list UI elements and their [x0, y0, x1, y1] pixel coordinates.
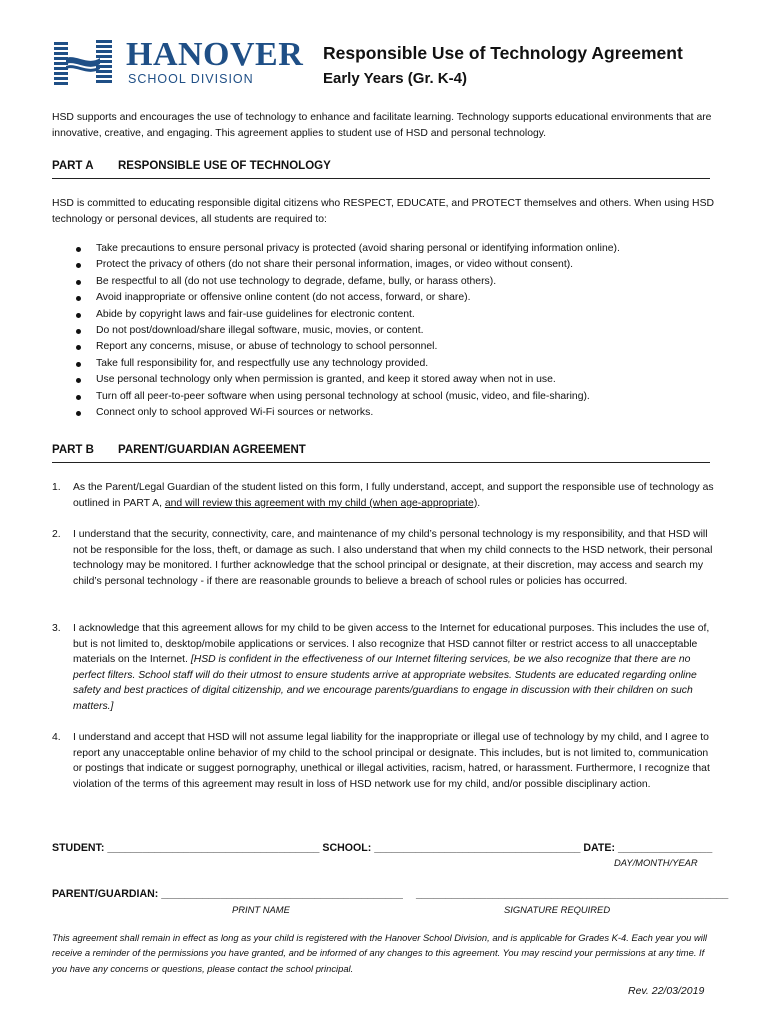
bullet-icon	[76, 247, 81, 252]
list-item: Avoid inappropriate or offensive online content (do not access, forward, or share).	[52, 290, 720, 306]
signature-field[interactable]: _____________________________________________________	[416, 888, 729, 900]
date-label: DATE:	[583, 842, 615, 854]
item-number: 3.	[52, 623, 61, 634]
part-a-title: RESPONSIBLE USE OF TECHNOLOGY	[118, 160, 331, 172]
bullet-icon	[76, 263, 81, 268]
underlined-clause: and will review this agreement with my child (when age-appropriate)	[164, 497, 478, 509]
bullet-icon	[76, 345, 81, 350]
document-title: Responsible Use of Technology Agreement	[323, 43, 683, 63]
bullet-icon	[76, 296, 81, 301]
parent-name-field[interactable]: _________________________________________	[161, 888, 403, 900]
document-subtitle: Early Years (Gr. K-4)	[323, 70, 467, 87]
school-field[interactable]: ___________________________________	[374, 842, 581, 854]
agreement-item-3: 3. I acknowledge that this agreement allows for my child to be given access to the Internet for educational purposes. This includes the use of, but is not limited to, desktop/mobile applications or services. I also recognize that HSD cannot filter or restrict access to all unacceptable materials on the Internet. [HSD is confident in the effectiveness of our Internet filtering services, be we also recognize that there are no perfect filters. School staff will do their utmost to ensure students arrive at appropriate websites. Students are educated regarding online safety and best practices of digital citizenship, and we encourage parents/guardians to engage in discussion with their children on such matters.]	[52, 623, 710, 712]
list-item: Take precautions to ensure personal privacy is protected (avoid sharing personal or identifying information online).	[52, 241, 720, 257]
school-label: SCHOOL:	[322, 842, 372, 854]
list-item: Report any concerns, misuse, or abuse of technology to school personnel.	[52, 339, 720, 355]
intro-paragraph: HSD supports and encourages the use of technology to enhance and facilitate learning. Technology supports educational environments that are innovative, creative, and engaging. This agreement applies to student use of HSD and personal technology.	[52, 112, 712, 139]
agreement-item-2: 2. I understand that the security, connectivity, care, and maintenance of my child’s personal technology is my responsibility, and that HSD will not be responsible for the loss, theft, or damage as such. I also understand that when my child connects to the HSD network, their personal technology may be monitored. I further acknowledge that the school principal or designate, at their discretion, may access and search my child’s personal technology - if there are reasonable grounds to believe a breach of school rules or policies has occurred.	[52, 529, 713, 587]
print-name-caption: PRINT NAME	[232, 904, 290, 915]
footer-note: This agreement shall remain in effect as long as your child is registered with the Hanover School Division, and is applicable for Grades K-4. Each year you will receive a reminder of the permissions you have granted, and be informed of any changes to this agreement. You may rescind your permissions at any time. If you have any concerns or questions, please contact the school principal.	[52, 932, 708, 974]
list-item: Be respectful to all (do not use technology to degrade, defame, bully, or harass others).	[52, 274, 720, 290]
part-b-heading	[52, 444, 710, 463]
list-item: Do not post/download/share illegal software, music, movies, or content.	[52, 323, 720, 339]
list-item: Turn off all peer-to-peer software when using personal technology at school (music, video, and file-sharing).	[52, 389, 720, 405]
agreement-item-1: 1. As the Parent/Legal Guardian of the student listed on this form, I fully understand, accept, and support the responsible use of technology as outlined in PART A, and will review this agreement with my child (when age-appropriate).	[52, 482, 714, 509]
bullet-icon	[76, 378, 81, 383]
item-number: 4.	[52, 732, 61, 743]
part-b-label: PART B	[52, 444, 94, 456]
bullet-icon	[76, 411, 81, 416]
bullet-icon	[76, 395, 81, 400]
part-a-bullet-list	[52, 241, 720, 421]
list-item: Abide by copyright laws and fair-use guidelines for electronic content.	[52, 307, 720, 323]
list-item: Protect the privacy of others (do not share their personal information, images, or video without consent).	[52, 257, 720, 273]
date-caption: DAY/MONTH/YEAR	[614, 857, 698, 868]
bullet-icon	[76, 313, 81, 318]
student-signature-row	[52, 842, 712, 854]
list-item: Take full responsibility for, and respectfully use any technology provided.	[52, 356, 720, 372]
bullet-icon	[76, 362, 81, 367]
part-a-label: PART A	[52, 160, 94, 172]
italic-note: [HSD is confident in the effectiveness of our Internet filtering services, be we also recognize that there are no perfect filters. School staff will do their utmost to ensure students arrive at appropriate websites. Students are educated regarding online safety and best practices of digital citizenship, and we encourage parents/guardians to engage in discussion with their children on such matters.]	[73, 654, 697, 712]
revision-date: Rev. 22/03/2019	[628, 985, 705, 997]
student-field[interactable]: ____________________________________	[107, 842, 320, 854]
list-item: Connect only to school approved Wi-Fi sources or networks.	[52, 405, 720, 421]
list-item: Use personal technology only when permission is granted, and keep it stored away when not in use.	[52, 372, 720, 388]
bullet-icon	[76, 280, 81, 285]
agreement-item-4: 4. I understand and accept that HSD will not assume legal liability for the inappropriate or illegal use of technology by my child, and I agree to report any unacceptable online behavior of my child to the school principal or designate. This includes, but is not limited to, communication or postings that indicate or suggest pornography, unethical or illegal activities, racism, hatred, or harassment. Furthermore, I recognize that violation of the terms of this agreement may result in loss of HSD network use for my child, and/or possible disciplinary action.	[52, 732, 710, 790]
logo-subtitle: SCHOOL DIVISION	[128, 72, 254, 86]
hanover-h-emblem-icon	[52, 38, 124, 90]
item-number: 2.	[52, 529, 61, 540]
hanover-logo	[52, 36, 304, 90]
bullet-icon	[76, 329, 81, 334]
logo-wordmark: HANOVER	[126, 36, 304, 73]
part-a-heading	[52, 160, 710, 179]
signature-required-caption: SIGNATURE REQUIRED	[504, 904, 611, 915]
item-number: 1.	[52, 482, 61, 493]
parent-signature-row	[52, 888, 403, 900]
date-field[interactable]: ________________	[617, 842, 713, 854]
part-a-intro: HSD is committed to educating responsible digital citizens who RESPECT, EDUCATE, and PROTECT themselves and others. When using HSD technology or personal devices, all students are required to:	[52, 198, 715, 225]
part-b-title: PARENT/GUARDIAN AGREEMENT	[118, 444, 306, 456]
parent-label: PARENT/GUARDIAN:	[52, 888, 159, 900]
student-label: STUDENT:	[52, 842, 105, 854]
